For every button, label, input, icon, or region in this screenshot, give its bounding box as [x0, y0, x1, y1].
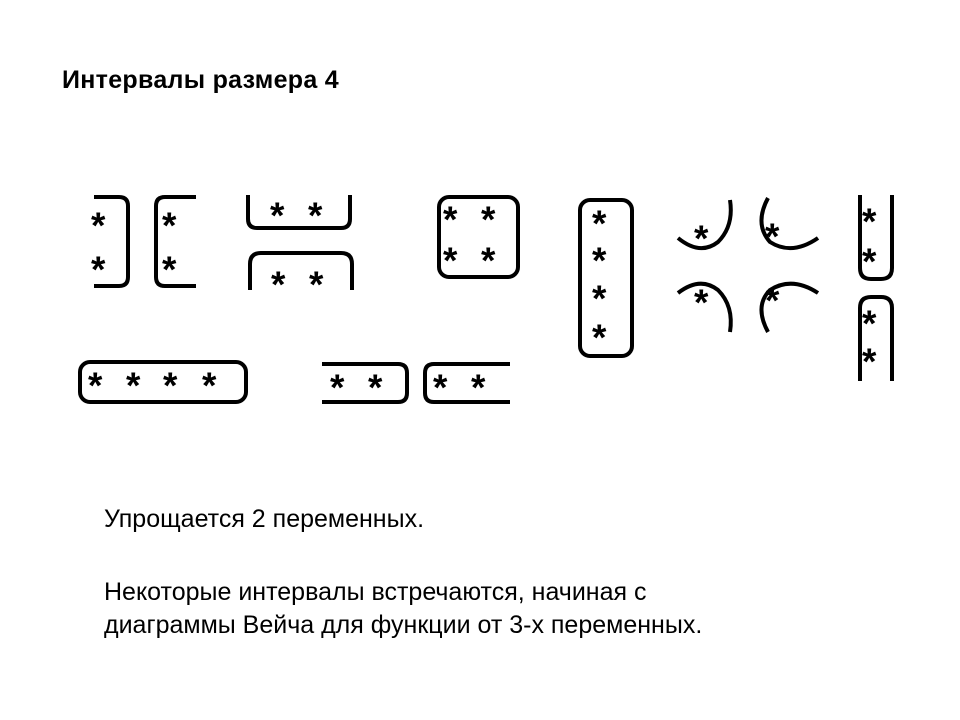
interval-column-split-edges	[91, 197, 196, 290]
interval-vertical-four	[580, 200, 632, 358]
interval-four-corners	[678, 198, 818, 332]
cell-mark: *	[481, 199, 496, 240]
description-text	[104, 503, 424, 536]
text-line: Упрощается 2 переменных.	[104, 505, 425, 533]
cell-mark: *	[592, 317, 607, 358]
interval-column-split-top-bottom	[860, 195, 892, 382]
cell-mark: *	[162, 249, 177, 290]
cell-mark: *	[270, 195, 285, 236]
slide-title: Интервалы размера 4	[62, 66, 340, 94]
cell-mark: *	[765, 216, 780, 257]
cell-mark: *	[330, 367, 345, 408]
cell-mark: *	[592, 203, 607, 244]
cell-mark: *	[368, 367, 383, 408]
cell-mark: *	[481, 240, 496, 281]
note-text	[104, 576, 702, 642]
bracket-bottom	[250, 253, 352, 290]
cell-mark: *	[443, 240, 458, 281]
interval-horizontal-four	[80, 362, 246, 406]
cell-mark: *	[592, 240, 607, 281]
cell-mark: *	[271, 264, 286, 305]
cell-mark: *	[862, 241, 877, 282]
cell-mark: *	[433, 367, 448, 408]
cell-mark: *	[126, 365, 141, 406]
cell-mark: *	[88, 365, 103, 406]
cell-mark: *	[163, 365, 178, 406]
bracket-top	[248, 195, 350, 228]
cell-mark: *	[309, 264, 324, 305]
cell-mark: *	[862, 201, 877, 242]
cell-mark: *	[862, 341, 877, 382]
text-line: Некоторые интервалы встречаются, начиная с	[104, 578, 647, 606]
cell-mark: *	[91, 249, 106, 290]
cell-mark: *	[471, 367, 486, 408]
interval-square	[439, 197, 518, 281]
cell-mark: *	[694, 282, 709, 323]
cell-mark: *	[202, 365, 217, 406]
interval-row-split-edges	[248, 195, 352, 305]
cell-mark: *	[592, 278, 607, 319]
cell-mark: *	[765, 280, 780, 321]
cell-mark: *	[308, 195, 323, 236]
cell-mark: *	[91, 205, 106, 246]
cell-mark: *	[162, 205, 177, 246]
cell-mark: *	[443, 199, 458, 240]
cell-mark: *	[862, 303, 877, 344]
interval-row-split-left-right	[322, 364, 510, 408]
cell-mark: *	[694, 218, 709, 259]
text-line: диаграммы Вейча для функции от 3-х переменных.	[104, 611, 703, 639]
